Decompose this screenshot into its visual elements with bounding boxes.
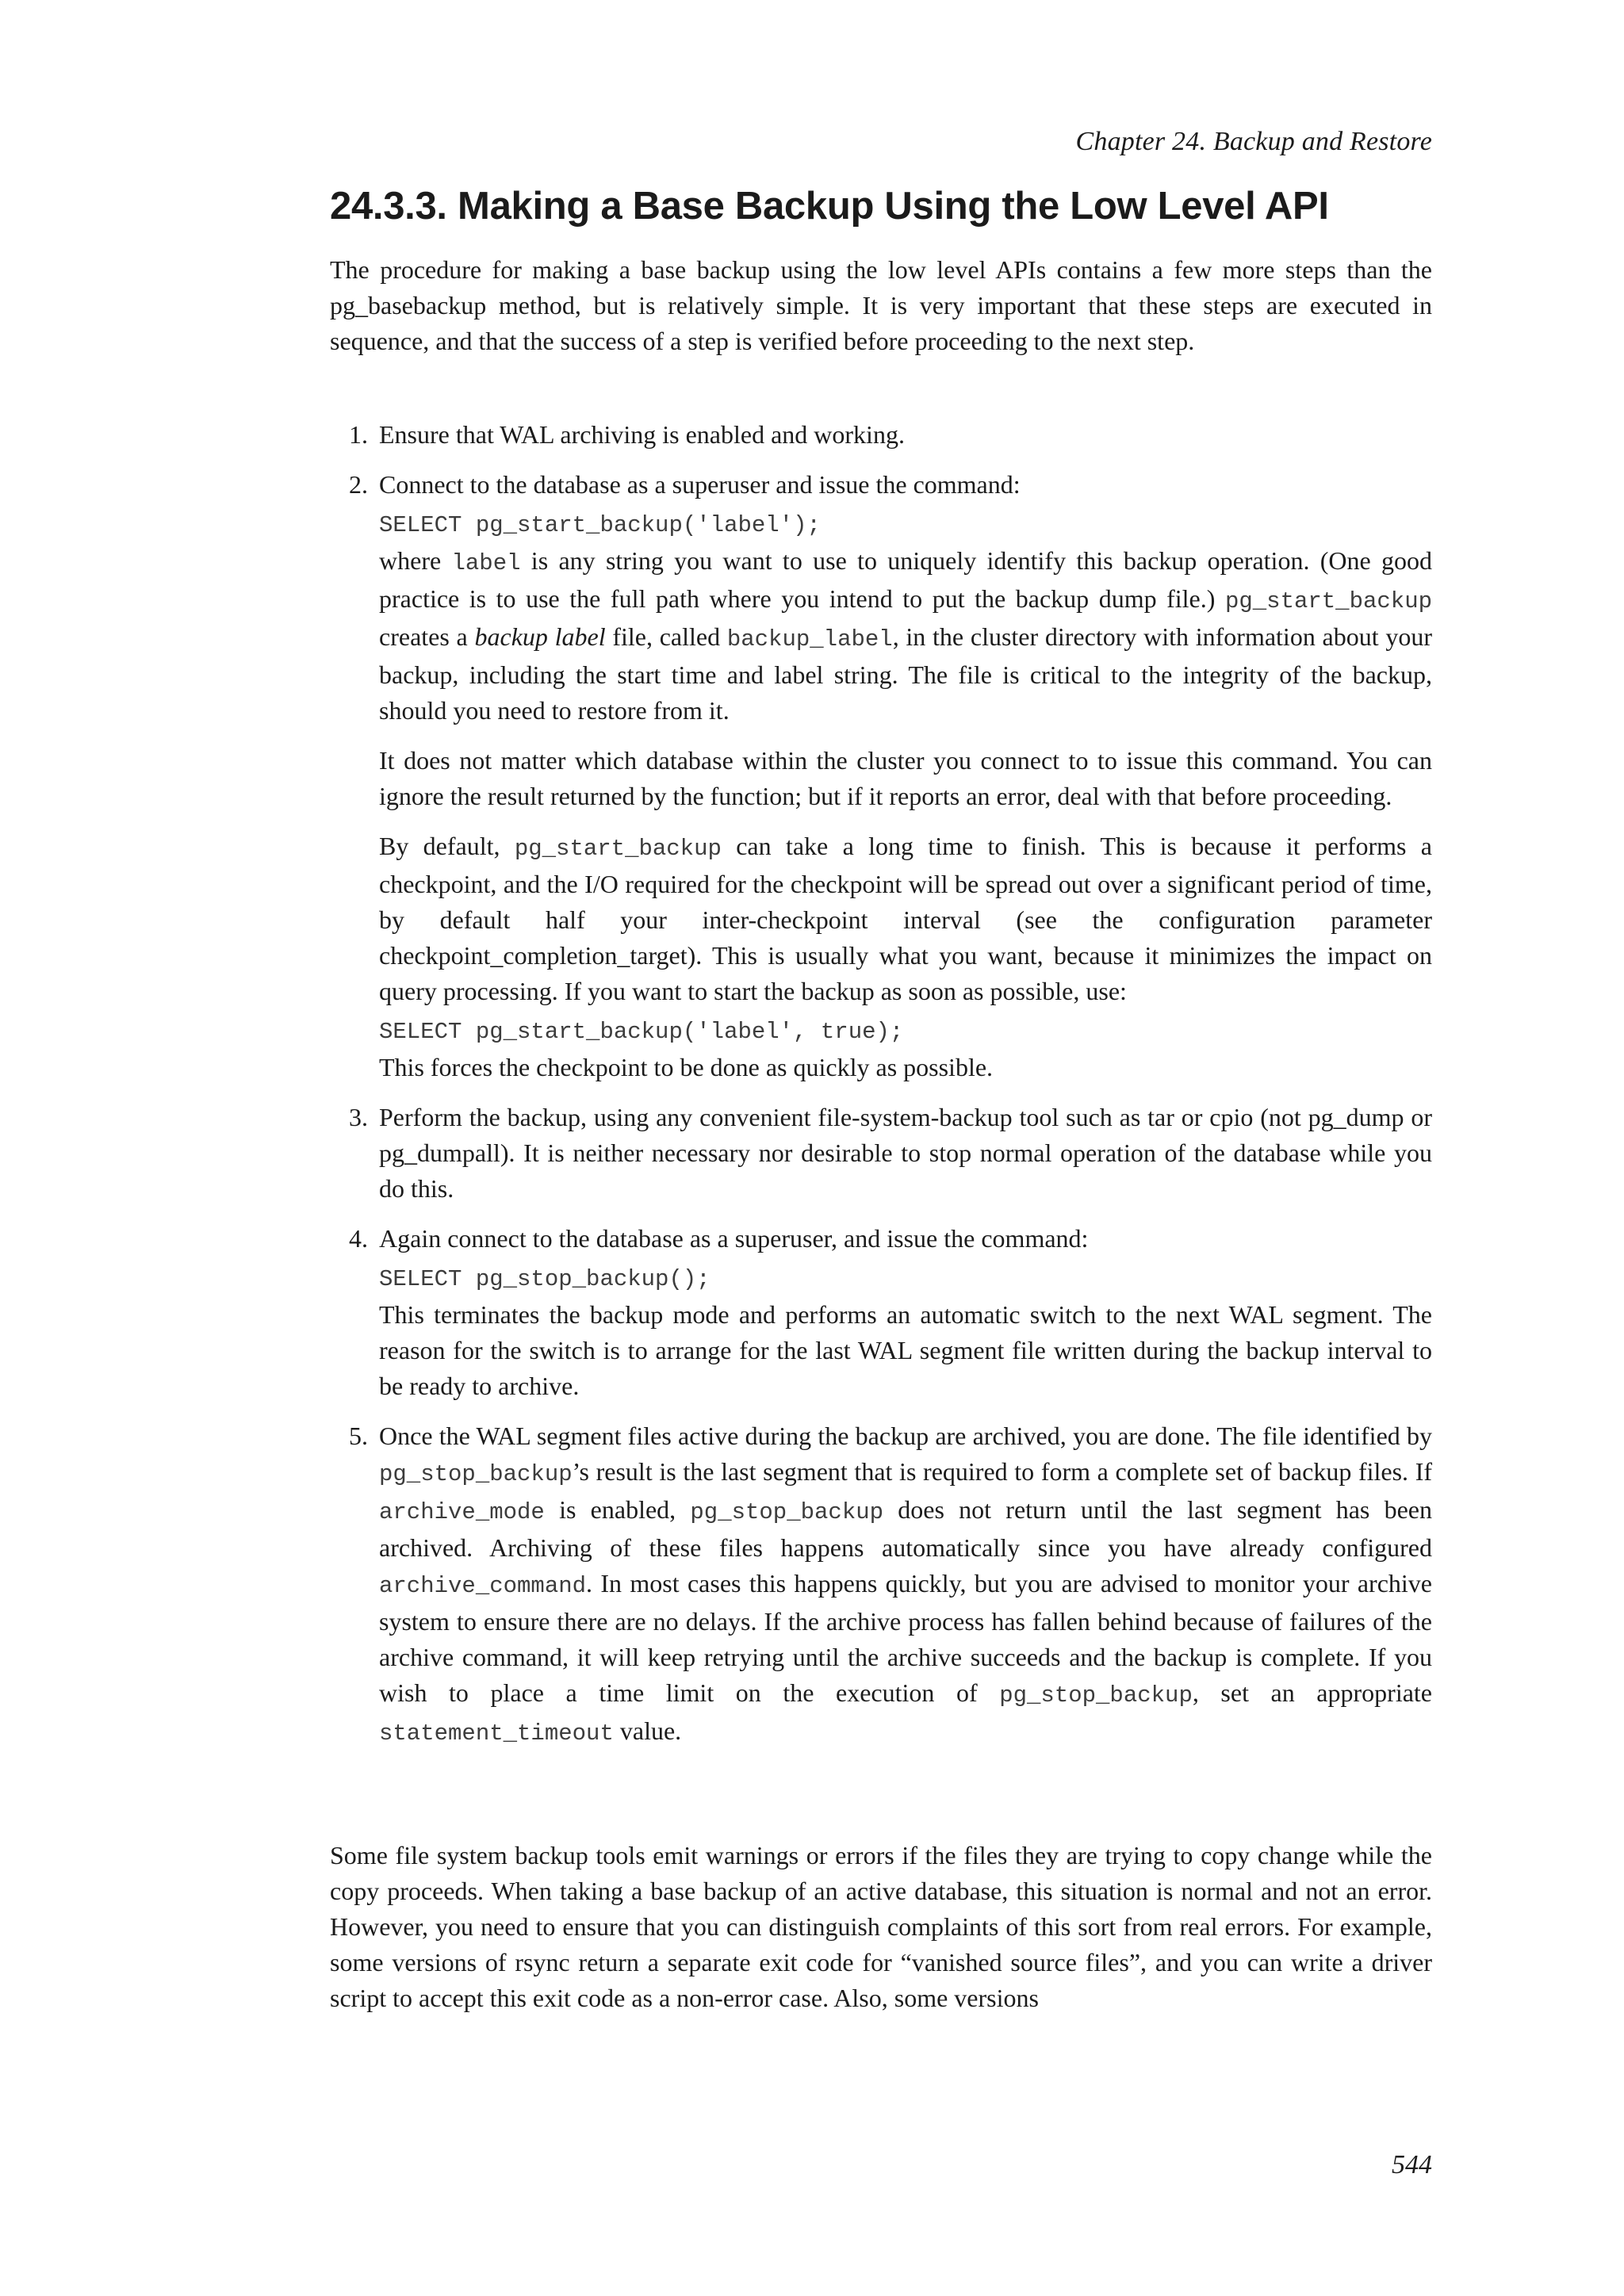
inline-code-pg-start-backup: pg_start_backup [1224,588,1432,614]
text-run: file, called [605,622,727,651]
section-title: 24.3.3. Making a Base Backup Using the Low Level API [330,185,1329,228]
step-5 [330,1418,1432,1751]
text-run: , set an appropriate [1192,1678,1433,1707]
step-number: 2. [349,470,368,499]
step-number: 4. [349,1224,368,1253]
emphasis-backup-label: backup label [474,622,606,651]
inline-code-archive-command: archive_command [379,1573,587,1599]
text-run: , in the cluster directory with information about your backup, including the start time and label string. The file is critical to the integrity of the backup, should you need to restore from it. [379,622,1433,725]
code-start-backup: SELECT pg_start_backup('label'); [379,512,821,538]
step-paragraph [379,1221,1432,1404]
step-1 [330,417,1432,453]
inline-code-pg-stop-backup: pg_stop_backup [690,1499,884,1525]
inline-code-pg-stop-backup: pg_stop_backup [379,1461,573,1487]
step-text: Perform the backup, using any convenient file-system-backup tool such as tar or cpio (not pg_dump or pg_dumpall). It is neither necessary nor desirable to stop normal operation of the database while you do this. [379,1103,1432,1203]
intro-paragraph: The procedure for making a base backup using the low level APIs contains a few more steps than the pg_basebackup method, but is relatively simple. It is very important that these steps are executed in sequence, and that the success of a step is verified before proceeding to the next step. [330,255,1432,355]
step-number: 3. [349,1103,368,1131]
step-4 [330,1221,1432,1404]
text-run: This forces the checkpoint to be done as quickly as possible. [379,1053,994,1081]
text-run: creates a [379,622,475,651]
step-paragraph [379,1418,1432,1751]
step-2 [330,467,1432,1085]
page-number: 544 [1392,2150,1432,2179]
step-number: 1. [349,420,368,449]
closing-paragraph: Some file system backup tools emit warnings or errors if the files they are trying to copy change while the copy proceeds. When taking a base backup of an active database, this situation is normal and not an error. However, you need to ensure that you can distinguish complaints of this sort from real errors. For example, some versions of rsync return a separate exit code for “vanished source files”, and you can write a driver script to accept this exit code as a non-error case. Also, some versions [330,1841,1432,2012]
inline-code-pg-start-backup: pg_start_backup [514,836,722,862]
text-run: . In most cases this happens quickly, but you are advised to monitor your archive system to ensure there are no delays. If the archive process has fallen behind because of failures of the archive command, it will keep retrying until the archive succeeds and the backup is complete. If you wish to place a time limit on the execution of [379,1569,1432,1707]
procedure-steps [330,417,1432,1766]
text-run: This terminates the backup mode and performs an automatic switch to the next WAL segment. The reason for the switch is to arrange for the last WAL segment file written during the backup interval to be ready to archive. [379,1300,1432,1400]
running-head: Chapter 24. Backup and Restore [1075,127,1432,156]
inline-code-archive-mode: archive_mode [379,1499,545,1525]
text-run: Once the WAL segment files active during the backup are archived, you are done. The file identified by [379,1422,1432,1450]
step-paragraph: It does not matter which database within the cluster you connect to to issue this command. You can ignore the result returned by the function; but if it reports an error, deal with that before proceeding. [379,746,1432,810]
code-stop-backup: SELECT pg_stop_backup(); [379,1266,710,1292]
text-run: is any string you want to use to uniquely identify this backup operation. (One good practice is to use the full path where you intend to put the backup dump file.) [379,546,1433,613]
text-run: is enabled, [544,1495,691,1524]
step-3 [330,1100,1432,1207]
inline-code-backup-label-file: backup_label [726,626,893,652]
inline-code-pg-stop-backup: pg_stop_backup [999,1682,1193,1709]
inline-code-label: label [451,550,521,576]
code-start-backup-fast: SELECT pg_start_backup('label', true); [379,1019,904,1045]
step-text: Connect to the database as a superuser and issue the command: [379,470,1021,499]
step-text: Ensure that WAL archiving is enabled and working. [379,420,905,449]
text-run: ’s result is the last segment that is required to form a complete set of backup files. If [572,1457,1432,1486]
text-run: can take a long time to finish. This is because it performs a checkpoint, and the I/O required for the checkpoint will be spread out over a significant period of time, by default half your inter-checkpoint interval (see the configuration parameter checkpoint_completion_target). This is usually what you want, because it minimizes the impact on query processing. If you want to start the backup as soon as possible, use: [379,832,1433,1005]
step-text: Again connect to the database as a superuser, and issue the command: [379,1224,1089,1253]
step-number: 5. [349,1422,368,1450]
text-run: where [379,546,452,575]
text-run: does not return until the last segment has been archived. Archiving of these files happens automatically since you have already configured [379,1495,1432,1562]
inline-code-statement-timeout: statement_timeout [379,1720,614,1747]
text-run: value. [613,1716,682,1745]
step-paragraph [379,467,1432,729]
text-run: By default, [379,832,515,860]
step-paragraph [379,828,1432,1085]
